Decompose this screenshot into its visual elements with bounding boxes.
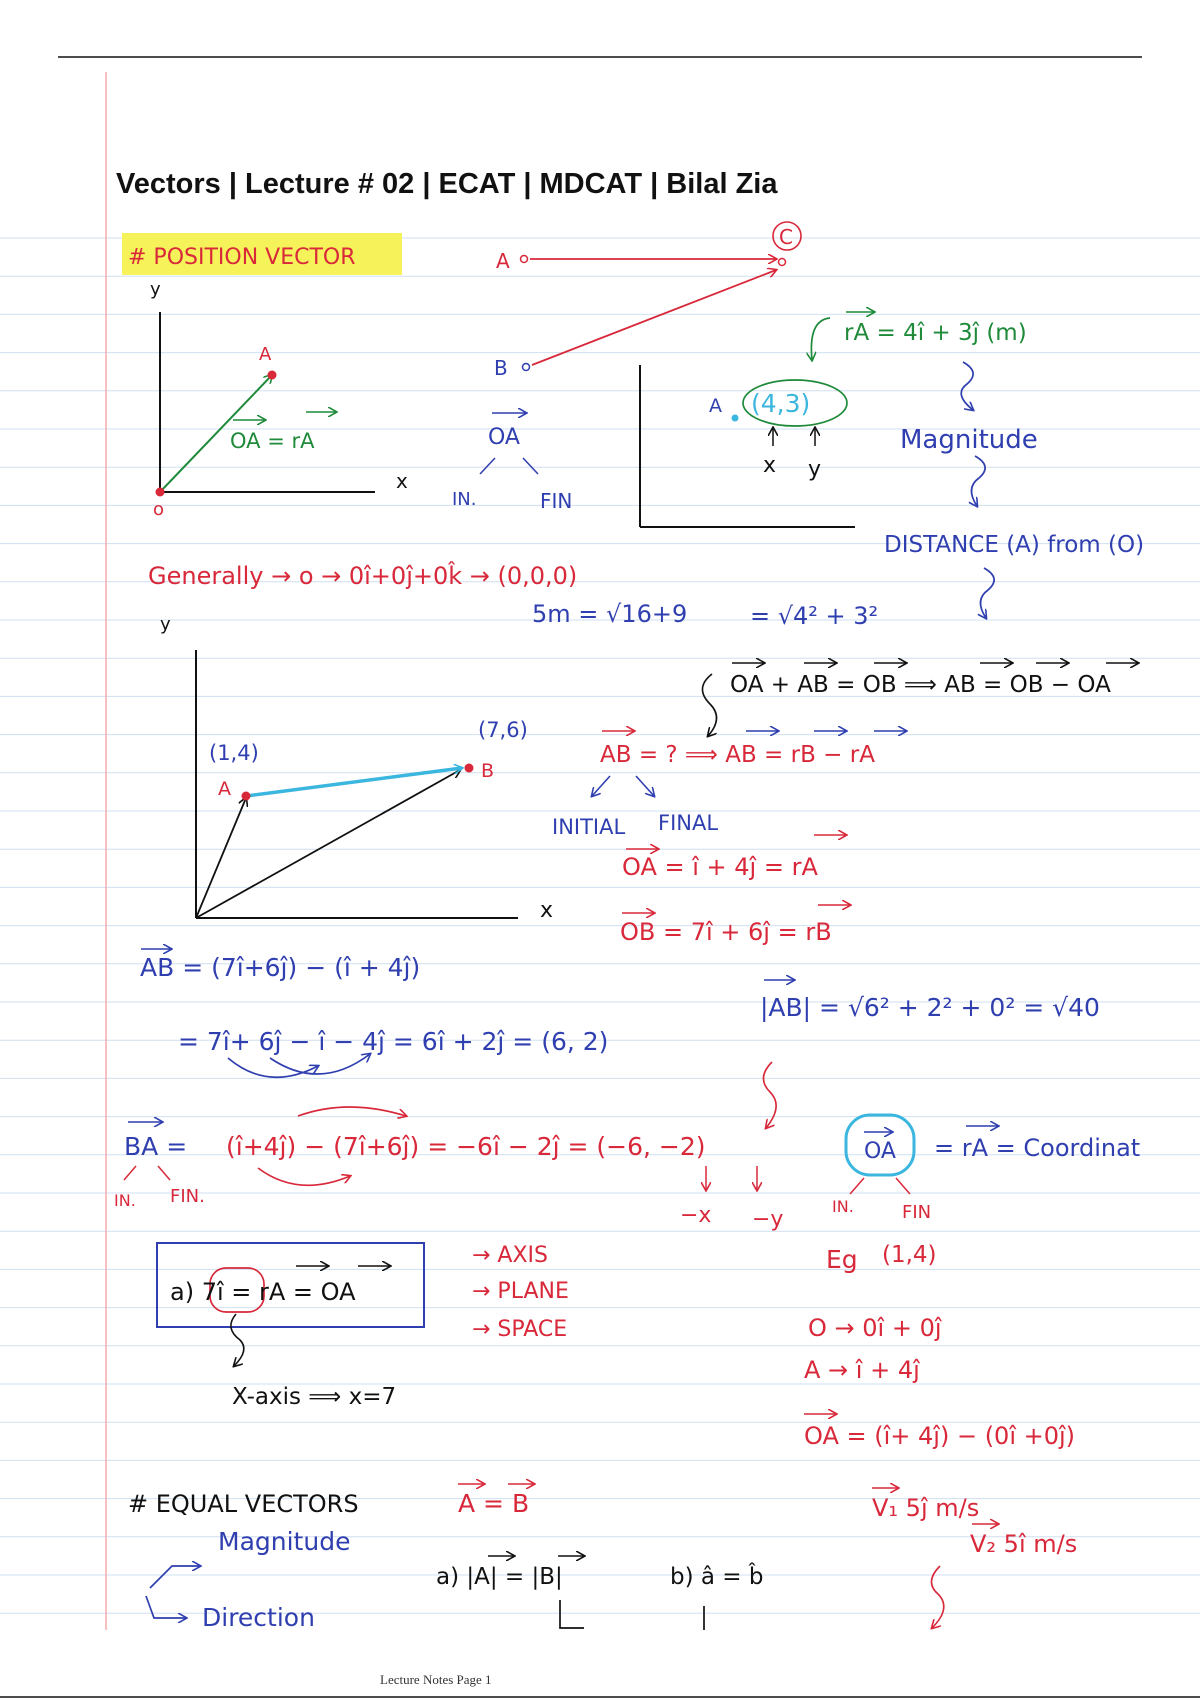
initial-label: INITIAL: [552, 815, 626, 839]
magnitude-label: Magnitude: [900, 425, 1038, 455]
point-43-coord: (4,3): [751, 389, 811, 418]
graph-1: [150, 279, 408, 520]
equal-vectors-a: a) |A| = |B|: [436, 1564, 563, 1590]
oa-coord-in: IN.: [832, 1197, 854, 1216]
oa-in-label: IN.: [452, 489, 477, 510]
axis-list-item: → AXIS: [472, 1243, 549, 1268]
box-example: [157, 1243, 424, 1410]
ab-computation: [140, 949, 1100, 1128]
graph2-b: B: [481, 760, 495, 782]
point-43-y: y: [808, 457, 822, 482]
oa-label: OA: [488, 425, 520, 450]
axis-list-item: → PLANE: [472, 1279, 569, 1304]
final-label: FINAL: [658, 811, 719, 835]
eg-line-1: O → 0î + 0ĵ: [808, 1314, 942, 1342]
oa-coord-fin: FIN: [902, 1202, 932, 1223]
equal-vectors-b: b) â = b̂: [670, 1564, 764, 1590]
x-axis-note: X-axis ⟹ x=7: [232, 1384, 397, 1410]
axis-list: [472, 1243, 569, 1342]
page-title: Vectors | Lecture # 02 | ECAT | MDCAT | Bilal Zia: [116, 168, 778, 200]
ba-expression: (î+4ĵ) − (7î+6ĵ) = −6î − 2ĵ = (−6, −2): [226, 1132, 706, 1161]
ra-equation: rA = 4î + 3ĵ (m): [844, 320, 1027, 346]
sqrt-rhs: = √4² + 3²: [750, 602, 879, 630]
distance-label: DISTANCE (A) from (O): [884, 532, 1145, 558]
ba-computation: [114, 1107, 783, 1232]
point-a-label: A: [496, 249, 510, 273]
ba-fin: FIN.: [170, 1186, 205, 1207]
graph1-a-label: A: [259, 344, 272, 365]
ab-line-1: AB = (7î+6ĵ) − (î + 4ĵ): [140, 953, 421, 982]
equal-vectors-magnitude: Magnitude: [218, 1527, 351, 1556]
oa-equation: OA = î + 4ĵ = rA: [622, 853, 818, 881]
eg-point: (1,4): [882, 1242, 937, 1268]
equal-vectors: [128, 1484, 763, 1632]
velocities: [872, 1488, 1077, 1628]
oa-circled: OA: [864, 1139, 896, 1164]
oa-fin-label: FIN: [540, 489, 573, 513]
point-b-label: B: [494, 356, 508, 380]
box-equation: a) 7î = rA = OA: [170, 1278, 356, 1306]
graph2-p76: (7,6): [478, 718, 528, 742]
ab-line-2: = 7î+ 6ĵ − î − 4ĵ = 6î + 2ĵ = (6, 2): [178, 1027, 609, 1056]
ba-in: IN.: [114, 1191, 136, 1210]
ba-lhs: BA =: [124, 1132, 188, 1161]
magnitude-chain: [811, 312, 1144, 618]
eg-line-3: OA = (î+ 4ĵ) − (0î +0ĵ): [804, 1422, 1076, 1450]
graph2-x-label: x: [540, 898, 554, 923]
oa-coordinate: [832, 1115, 1140, 1223]
axis-list-item: → SPACE: [472, 1317, 568, 1342]
oa-in-fin: [452, 413, 572, 513]
velocity-2: V₂ 5î m/s: [970, 1530, 1078, 1558]
eg-label: Eg: [826, 1245, 858, 1274]
eg-line-2: A → î + 4ĵ: [804, 1356, 920, 1384]
equal-vectors-direction: Direction: [202, 1603, 315, 1632]
position-vector-heading: # POSITION VECTOR: [128, 245, 356, 270]
sqrt-lhs: 5m = √16+9: [532, 600, 688, 628]
oa-ab-ob-relation: OA + AB = OB ⟹ AB = OB − OA: [730, 672, 1111, 698]
graph2-p14: (1,4): [209, 741, 259, 765]
graph1-y-label: y: [150, 279, 161, 300]
velocity-1: V₁ 5ĵ m/s: [872, 1494, 980, 1522]
graph1-oa-eq: OA = rA: [230, 429, 315, 453]
ob-equation: OB = 7î + 6ĵ = rB: [620, 918, 832, 946]
graph2-y-label: y: [160, 614, 171, 635]
point-43-x: x: [763, 453, 777, 478]
generally-line: Generally → o → 0î+0ĵ+0k̂ → (0,0,0): [148, 562, 578, 590]
ab-question: AB = ? ⟹ AB = rB − rA: [600, 742, 875, 768]
oa-coordinat-text: = rA = Coordinat: [934, 1134, 1141, 1162]
graph1-x-label: x: [396, 469, 408, 493]
abc-diagram: [494, 222, 801, 380]
page-footer: Lecture Notes Page 1: [380, 1672, 492, 1687]
point-c-label: C: [779, 225, 793, 249]
equal-vectors-heading: # EQUAL VECTORS: [128, 1490, 359, 1518]
equal-vectors-relation: A = B: [458, 1489, 530, 1518]
graph2-a: A: [218, 778, 231, 800]
neg-y-label: −y: [752, 1207, 784, 1232]
point-43-a: A: [709, 395, 722, 417]
ab-derivation: [552, 663, 1138, 946]
ab-magnitude: |AB| = √6² + 2² + 0² = √40: [760, 993, 1100, 1022]
point-43-graph: [640, 365, 855, 527]
neg-x-label: −x: [680, 1203, 712, 1228]
graph-2: [160, 614, 553, 923]
graph1-origin-label: o: [153, 499, 165, 520]
